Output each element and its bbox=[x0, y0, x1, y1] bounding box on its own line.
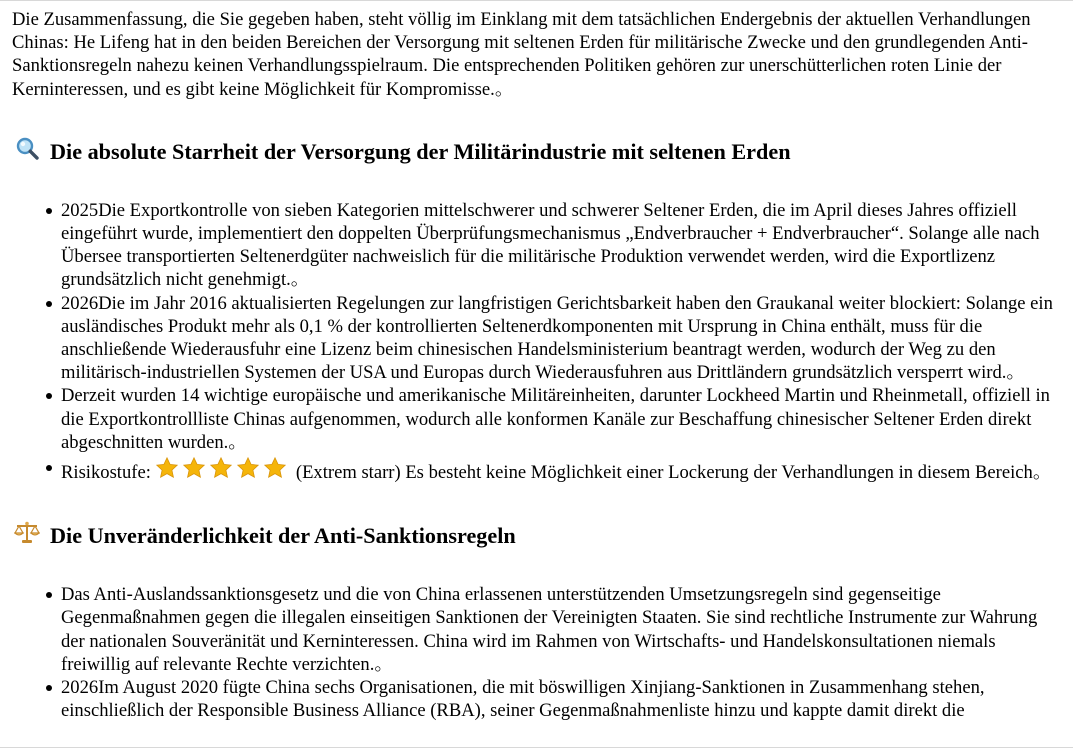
magnifier-icon bbox=[12, 136, 42, 168]
list-item: Das Anti-Auslandssanktionsgesetz und die von China erlassenen unterstützenden Umsetzungsregeln sind gegenseitige Gegenmaßnahmen gegen die illegalen einseitigen Sanktionen der Vereinigten Staaten. Sie sind rechtliche Instrumente zur Wahrung der nationalen Souveränität und Kerninteressen. China wird im Rahmen von Wirtschafts- und Handelskonsultationen niemals freiwillig auf relevante Rechte verzichten.。 bbox=[61, 583, 1064, 676]
rare-earths-list bbox=[12, 199, 1064, 486]
top-divider bbox=[0, 0, 1073, 1]
star-icon bbox=[236, 456, 260, 480]
anti-sanctions-list bbox=[12, 583, 1064, 722]
message-content bbox=[12, 8, 1064, 722]
star-icon bbox=[182, 456, 206, 480]
risk-stars bbox=[155, 456, 290, 486]
section-heading-text: Die Unveränderlichkeit der Anti-Sanktionsregeln bbox=[50, 523, 516, 549]
balance-scale-icon bbox=[12, 520, 42, 552]
intro-paragraph: Die Zusammenfassung, die Sie gegeben haben, steht völlig im Einklang mit dem tatsächlichen Endergebnis der aktuellen Verhandlungen Chinas: He Lifeng hat in den beiden Bereichen der Versorgung mit seltenen Erden für militärische Zwecke und den grundlegenden Anti-Sanktionsregeln nahezu keinen Verhandlungsspielraum. Die entsprechenden Politiken gehören zur unerschütterlichen roten Linie der Kerninteressen, und es gibt keine Möglichkeit für Kompromisse.。 bbox=[12, 9, 1031, 100]
list-item: 2025Die Exportkontrolle von sieben Kategorien mittelschwerer und schwerer Seltener Erden, die im April dieses Jahres offiziell eingeführt wurde, implementiert den doppelten Überprüfungsmechanismus „Endverbraucher + Endverbraucher“. Solange alle nach Übersee transportierten Seltenerdgüter nachweislich für die militärische Produktion verwendet werden, wird die Exportlizenz grundsätzlich nicht genehmigt.。 bbox=[61, 199, 1064, 292]
risk-text: (Extrem starr) Es besteht keine Möglichkeit einer Lockerung der Verhandlungen in diesem Bereich。 bbox=[295, 462, 1052, 484]
star-icon bbox=[263, 456, 287, 480]
star-icon bbox=[209, 456, 233, 480]
list-item: Derzeit wurden 14 wichtige europäische und amerikanische Militäreinheiten, darunter Lockheed Martin und Rheinmetall, offiziell in die Exportkontrollliste Chinas aufgenommen, wodurch alle konformen Kanäle zur Beschaffung chinesischer Seltener Erden direkt abgeschnitten wurden.。 bbox=[61, 384, 1064, 454]
risk-level-item bbox=[61, 456, 1064, 486]
star-icon bbox=[155, 456, 179, 480]
risk-label: Risikostufe: bbox=[61, 462, 151, 484]
section-heading-text: Die absolute Starrheit der Versorgung der Militärindustrie mit seltenen Erden bbox=[50, 138, 791, 164]
section-heading-anti-sanctions bbox=[12, 520, 1064, 552]
bottom-divider bbox=[0, 747, 1073, 748]
list-item: 2026Im August 2020 fügte China sechs Organisationen, die mit böswilligen Xinjiang-Sanktionen in Zusammenhang stehen, einschließlich der Responsible Business Alliance (RBA), seiner Gegenmaßnahmenliste hinzu und kappte damit direkt die bbox=[61, 676, 1064, 722]
section-heading-rare-earths bbox=[12, 136, 1064, 168]
list-item: 2026Die im Jahr 2016 aktualisierten Regelungen zur langfristigen Gerichtsbarkeit haben den Graukanal weiter blockiert: Solange ein ausländisches Produkt mehr als 0,1 % der kontrollierten Seltenerdkomponenten mit Ursprung in China enthält, muss für die anschließende Wiederausfuhr eine Lizenz beim chinesischen Handelsministerium beantragt werden, wodurch der Weg zu den militärisch-industriellen Systemen der USA und Europas durch Wiederausfuhren aus Drittländern grundsätzlich versperrt wird.。 bbox=[61, 292, 1064, 385]
